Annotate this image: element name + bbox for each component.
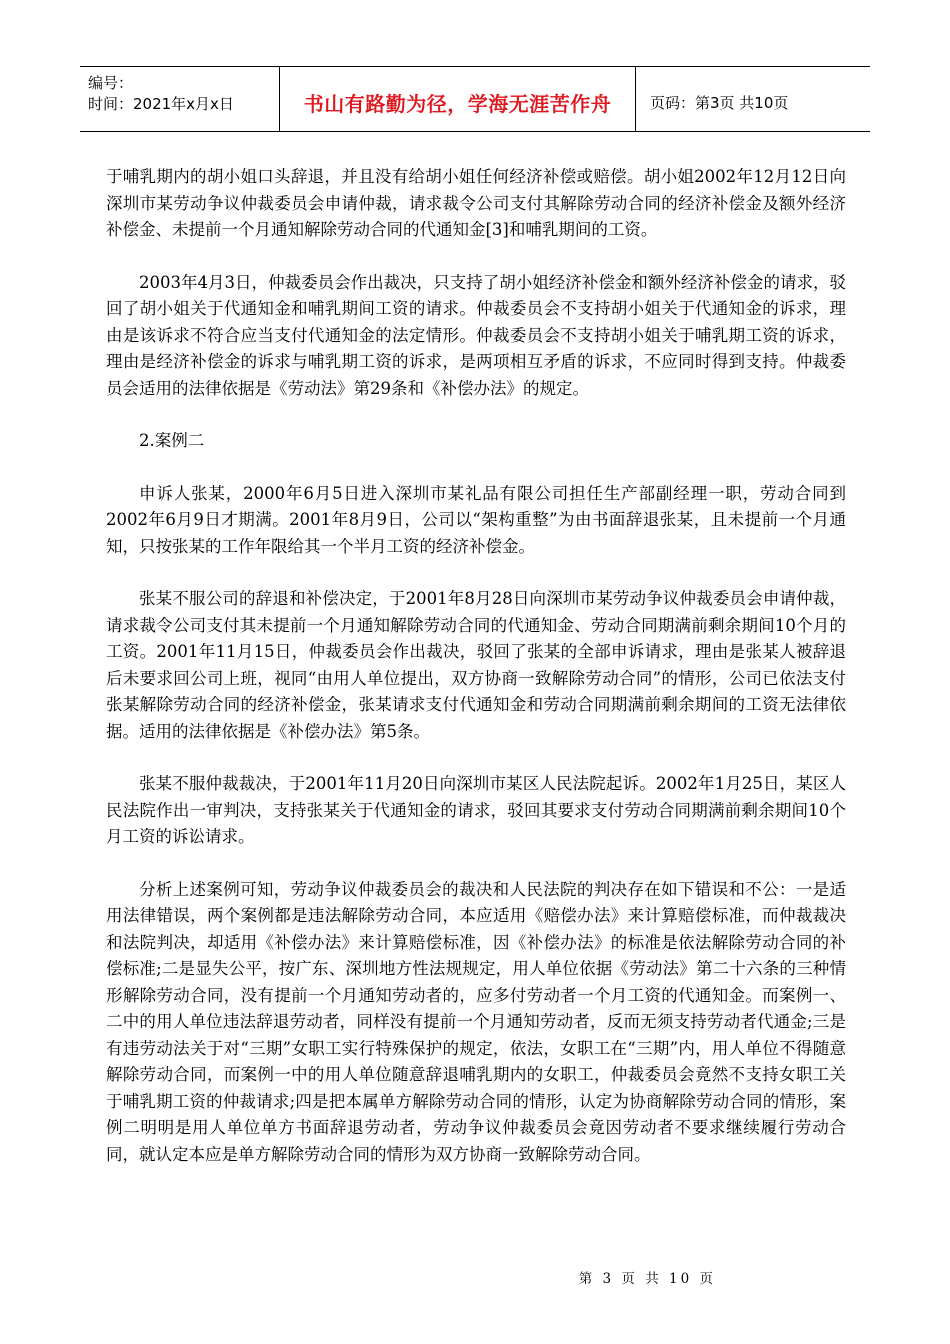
header-meta [80, 67, 280, 131]
header-page-number: 页码：第3页 共10页 [650, 93, 789, 112]
paragraph-arbitration-ruling-1: 2003年4月3日，仲裁委员会作出裁决，只支持了胡小姐经济补偿金和额外经济补偿金的请求，驳回了胡小姐关于代通知金和哺乳期间工资的请求。仲裁委员会不支持胡小姐关于代通知金的诉求，理由是该诉求不符合应当支付代通知金的法定情形。仲裁委员会不支持胡小姐关于哺乳期工资的诉求，理由是经济补偿金的诉求与哺乳期工资的诉求，是两项相互矛盾的诉求，不应同时得到支持。仲裁委员会适用的法律依据是《劳动法》第29条和《补偿办法》的规定。 [106, 272, 846, 398]
header-motto: 书山有路勤为径，学海无涯苦作舟 [280, 67, 636, 131]
section-heading-case-2: 2.案例二 [139, 431, 205, 450]
document-body [106, 164, 846, 1194]
document-date-label: 时间：2021年x月x日 [88, 95, 234, 113]
document-number-label: 编号： [88, 74, 134, 92]
paragraph-analysis: 分析上述案例可知，劳动争议仲裁委员会的裁决和人民法院的判决存在如下错误和不公：一是适用法律错误，两个案例都是违法解除劳动合同，本应适用《赔偿办法》来计算赔偿标准，而仲裁裁决和法院判决，却适用《补偿办法》来计算赔偿标准，因《补偿办法》的标准是依法解除劳动合同的补偿标准;二是显失公平，按广东、深圳地方性法规规定，用人单位依据《劳动法》第二十六条的三种情形解除劳动合同，没有提前一个月通知劳动者的，应多付劳动者一个月工资的代通知金。而案例一、二中的用人单位违法辞退劳动者，同样没有提前一个月通知劳动者，反而无须支持劳动者代通金;三是有违劳动法关于对“三期”女职工实行特殊保护的规定，依法，女职工在“三期”内，用人单位不得随意解除劳动合同，而案例一中的用人单位随意辞退哺乳期内的女职工，仲裁委员会竟然不支持女职工关于哺乳期工资的仲裁请求;四是把本属单方解除劳动合同的情形，认定为协商解除劳动合同的情形，案例二明明是用人单位单方书面辞退劳动者，劳动争议仲裁委员会竟因劳动者不要求继续履行劳动合同，就认定本应是单方解除劳动合同的情形为双方协商一致解除劳动合同。 [106, 879, 846, 1164]
page-header [80, 66, 870, 132]
paragraph-continuation: 于哺乳期内的胡小姐口头辞退，并且没有给胡小姐任何经济补偿或赔偿。胡小姐2002年12月12日向深圳市某劳动争议仲裁委员会申请仲裁，请求裁令公司支付其解除劳动合同的经济补偿金及额外经济补偿金、未提前一个月通知解除劳动合同的代通知金[3]和哺乳期间的工资。 [106, 167, 846, 239]
footer-page-number: 第 3 页 共 10 页 [578, 1271, 716, 1287]
paragraph-case-2-court: 张某不服仲裁裁决，于2001年11月20日向深圳市某区人民法院起诉。2002年1月25日，某区人民法院作出一审判决，支持张某关于代通知金的请求，驳回其要求支付劳动合同期满前剩余期间10个月工资的诉讼请求。 [106, 774, 846, 846]
page-footer [0, 1267, 950, 1287]
paragraph-case-2-arbitration: 张某不服公司的辞退和补偿决定，于2001年8月28日向深圳市某劳动争议仲裁委员会申请仲裁，请求裁令公司支付其未提前一个月通知解除劳动合同的代通知金、劳动合同期满前剩余期间10个月的工资。2001年11月15日，仲裁委员会作出裁决，驳回了张某的全部申诉请求，理由是张某人被辞退后未要求回公司上班，视同“由用人单位提出，双方协商一致解除劳动合同”的情形，公司已依法支付张某解除劳动合同的经济补偿金，张某请求支付代通知金和劳动合同期满前剩余期间的工资无法律依据。适用的法律依据是《补偿办法》第5条。 [106, 589, 846, 741]
paragraph-case-2-facts: 申诉人张某，2000年6月5日进入深圳市某礼品有限公司担任生产部副经理一职，劳动合同到2002年6月9日才期满。2001年8月9日，公司以“架构重整”为由书面辞退张某，且未提前一个月通知，只按张某的工作年限给其一个半月工资的经济补偿金。 [106, 483, 846, 556]
